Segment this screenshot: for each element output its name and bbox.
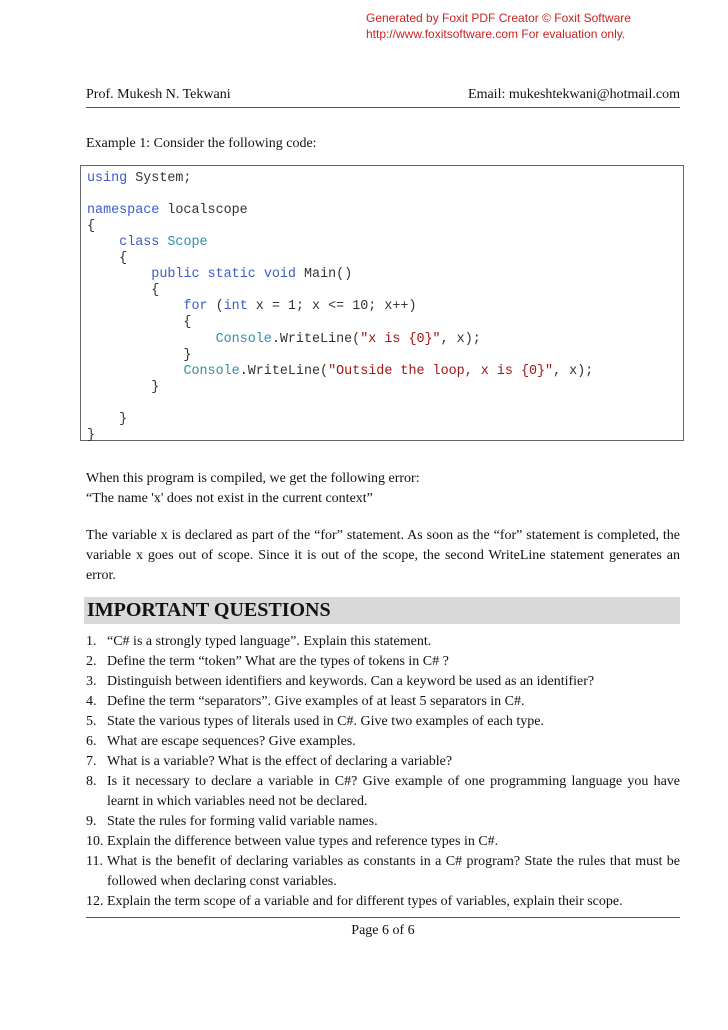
question-item <box>86 712 680 732</box>
question-number: 9. <box>86 814 97 829</box>
question-number: 11. <box>86 854 103 869</box>
code-line <box>87 380 159 396</box>
code-text <box>87 235 119 250</box>
question-number: 12. <box>86 894 104 909</box>
code-type: Console <box>215 332 272 347</box>
code-text <box>87 267 151 282</box>
page-number: Page 6 of 6 <box>351 923 415 938</box>
code-line <box>87 283 159 299</box>
code-text: } <box>87 428 96 443</box>
code-line <box>87 332 481 348</box>
question-item <box>86 652 680 672</box>
code-line <box>87 219 95 235</box>
question-text: Explain the difference between value types and reference types in C#. <box>107 834 499 849</box>
code-keyword: void <box>263 267 296 282</box>
code-text: , x); <box>440 332 481 347</box>
code-line <box>87 235 208 251</box>
code-line <box>87 315 191 331</box>
code-line <box>87 299 416 315</box>
question-item <box>86 892 680 912</box>
question-item <box>86 732 680 752</box>
question-text: State the rules for forming valid variable names. <box>107 814 378 829</box>
code-text: } <box>87 380 160 395</box>
code-text: ( <box>207 299 224 314</box>
code-type: Scope <box>167 235 208 250</box>
code-line <box>87 251 127 267</box>
code-type: Console <box>183 364 240 379</box>
question-number: 3. <box>86 674 97 689</box>
question-number: 10. <box>86 834 104 849</box>
code-text: x = 1; x <= 10; x++) <box>247 299 417 314</box>
code-text <box>200 267 208 282</box>
page-header <box>86 85 680 108</box>
page-footer <box>86 917 680 940</box>
code-text: { <box>87 251 128 266</box>
question-text: Is it necessary to declare a variable in C#? Give example of one programming language you have learnt in which variables need not be declared. <box>107 774 680 809</box>
code-keyword: namespace <box>87 203 160 218</box>
code-block <box>80 165 684 441</box>
code-text <box>256 267 264 282</box>
code-line <box>87 203 248 219</box>
question-number: 8. <box>86 774 97 789</box>
question-number: 4. <box>86 694 97 709</box>
code-text: Main() <box>295 267 353 282</box>
code-line <box>87 412 127 428</box>
code-text: .WriteLine( <box>239 364 329 379</box>
code-text <box>87 332 216 347</box>
code-keyword: public <box>151 267 200 282</box>
error-intro-line: When this program is compiled, we get the following error: <box>86 471 420 486</box>
pdf-creator-watermark <box>366 10 631 42</box>
question-item <box>86 852 680 892</box>
author-name: Prof. Mukesh N. Tekwani <box>86 87 231 102</box>
question-number: 1. <box>86 634 97 649</box>
question-item <box>86 812 680 832</box>
code-line <box>87 364 593 380</box>
scope-explanation: The variable x is declared as part of the “for” statement. As soon as the “for” statement is completed, the variable x goes out of scope. Since it is out of the scope, the second WriteLine statement generates an error. <box>86 528 680 583</box>
watermark-line-2: http://www.foxitsoftware.com For evaluation only. <box>366 27 626 41</box>
code-line <box>87 348 191 364</box>
error-description <box>86 469 680 509</box>
code-string: "Outside the loop, x is {0}" <box>328 364 554 379</box>
question-text: Define the term “token” What are the types of tokens in C# ? <box>107 654 449 669</box>
question-text: Define the term “separators”. Give examples of at least 5 separators in C#. <box>107 694 525 709</box>
question-item <box>86 772 680 812</box>
watermark-line-1: Generated by Foxit PDF Creator © Foxit Software <box>366 11 631 25</box>
code-text <box>87 299 183 314</box>
question-item <box>86 672 680 692</box>
author-email: Email: mukeshtekwani@hotmail.com <box>468 87 680 102</box>
questions-list <box>86 632 680 912</box>
code-text: } <box>87 412 128 427</box>
question-text: What are escape sequences? Give examples. <box>107 734 356 749</box>
code-text: .WriteLine( <box>271 332 361 347</box>
code-keyword: int <box>223 299 248 314</box>
question-number: 6. <box>86 734 97 749</box>
question-item <box>86 692 680 712</box>
code-line <box>87 171 191 187</box>
question-text: What is a variable? What is the effect of declaring a variable? <box>107 754 453 769</box>
code-keyword: class <box>119 235 160 250</box>
code-text <box>87 364 183 379</box>
question-item <box>86 832 680 852</box>
questions-heading: IMPORTANT QUESTIONS <box>84 597 680 624</box>
question-text: Distinguish between identifiers and keywords. Can a keyword be used as an identifier? <box>107 674 595 689</box>
question-item <box>86 752 680 772</box>
code-text: , x); <box>553 364 594 379</box>
question-number: 7. <box>86 754 97 769</box>
code-text: { <box>87 283 160 298</box>
code-text: { <box>87 219 96 234</box>
code-keyword: for <box>183 299 208 314</box>
question-text: Explain the term scope of a variable and for different types of variables, explain their scope. <box>107 894 623 909</box>
code-line <box>87 267 352 283</box>
example-intro: Example 1: Consider the following code: <box>86 136 317 151</box>
code-string: "x is {0}" <box>360 332 441 347</box>
code-text: localscope <box>159 203 248 218</box>
question-number: 2. <box>86 654 97 669</box>
question-text: What is the benefit of declaring variables as constants in a C# program? State the rules that must be followed when declaring const variables. <box>107 854 680 889</box>
code-keyword: static <box>207 267 256 282</box>
code-text: { <box>87 315 192 330</box>
code-text: System; <box>127 171 192 186</box>
question-text: State the various types of literals used in C#. Give two examples of each type. <box>107 714 545 729</box>
question-number: 5. <box>86 714 97 729</box>
code-text: } <box>87 348 192 363</box>
question-text: “C# is a strongly typed language”. Explain this statement. <box>107 634 432 649</box>
question-item <box>86 632 680 652</box>
code-keyword: using <box>87 171 128 186</box>
error-message-line: “The name 'x' does not exist in the current context” <box>86 491 373 506</box>
code-line <box>87 428 95 444</box>
